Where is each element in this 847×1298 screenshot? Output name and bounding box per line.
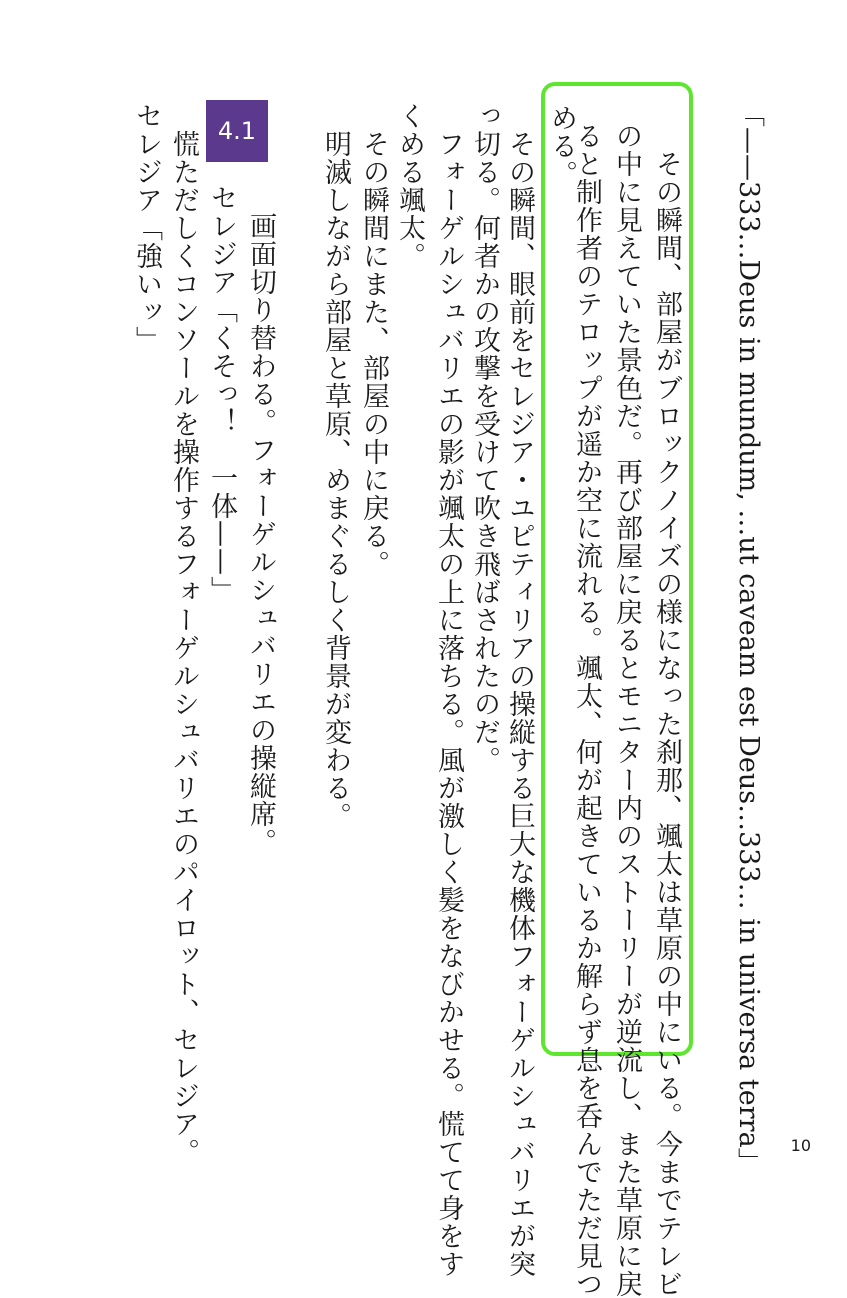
highlighted-paragraph-line-1: その瞬間、部屋がブロックノイズの様になった刹那、颯太は草原の中にいる。今までテレビ <box>651 122 682 1298</box>
paragraph-2-line-4: くめる颯太。 <box>394 102 425 270</box>
section-line-3: 慌ただしくコンソールを操作するフォーゲルシュバリエのパイロット、セレジア。 <box>168 102 199 1166</box>
paragraph-2-line-3: フォーゲルシュバリエの影が颯太の上に落ちる。風が激しく髪をなびかせる。慌てて身をす <box>433 102 464 1278</box>
highlighted-paragraph-line-4: める。 <box>546 104 577 188</box>
paragraph-2-line-1: その瞬間、眼前をセレジア・ユピティリアの操縦する巨大な機体フォーゲルシュバリエが突 <box>504 102 535 1278</box>
highlighted-paragraph-line-3: ると制作者のテロップが遥か空に流れる。颯太、何が起きているか解らず息を呑んでただ見つ <box>571 122 602 1298</box>
section-line-1: 画面切り替わる。フォーゲルシュバリエの操縦席。 <box>245 184 276 856</box>
quote-line: 「——333…Deus in mundum, …ut caveam est Deus…333… in universa terra」 <box>733 100 764 1175</box>
section-number-badge: 4.1 <box>206 100 268 162</box>
paragraph-2-line-2: っ切る。何者かの攻撃を受けて吹き飛ばされたのだ。 <box>469 102 500 774</box>
highlighted-paragraph-line-2: の中に見えていた景色だ。再び部屋に戻るとモニター内のストーリーが逆流し、また草原に戻 <box>611 122 642 1298</box>
paragraph-2-line-5: その瞬間にまた、部屋の中に戻る。 <box>358 102 389 578</box>
paragraph-2-line-6: 明滅しながら部屋と草原、めまぐるしく背景が変わる。 <box>320 102 351 830</box>
section-line-4: セレジア「強いッ」 <box>131 102 162 354</box>
page-number: 10 <box>790 1136 811 1155</box>
section-line-2: セレジア「くそっ！ 一体——」 <box>206 184 237 604</box>
